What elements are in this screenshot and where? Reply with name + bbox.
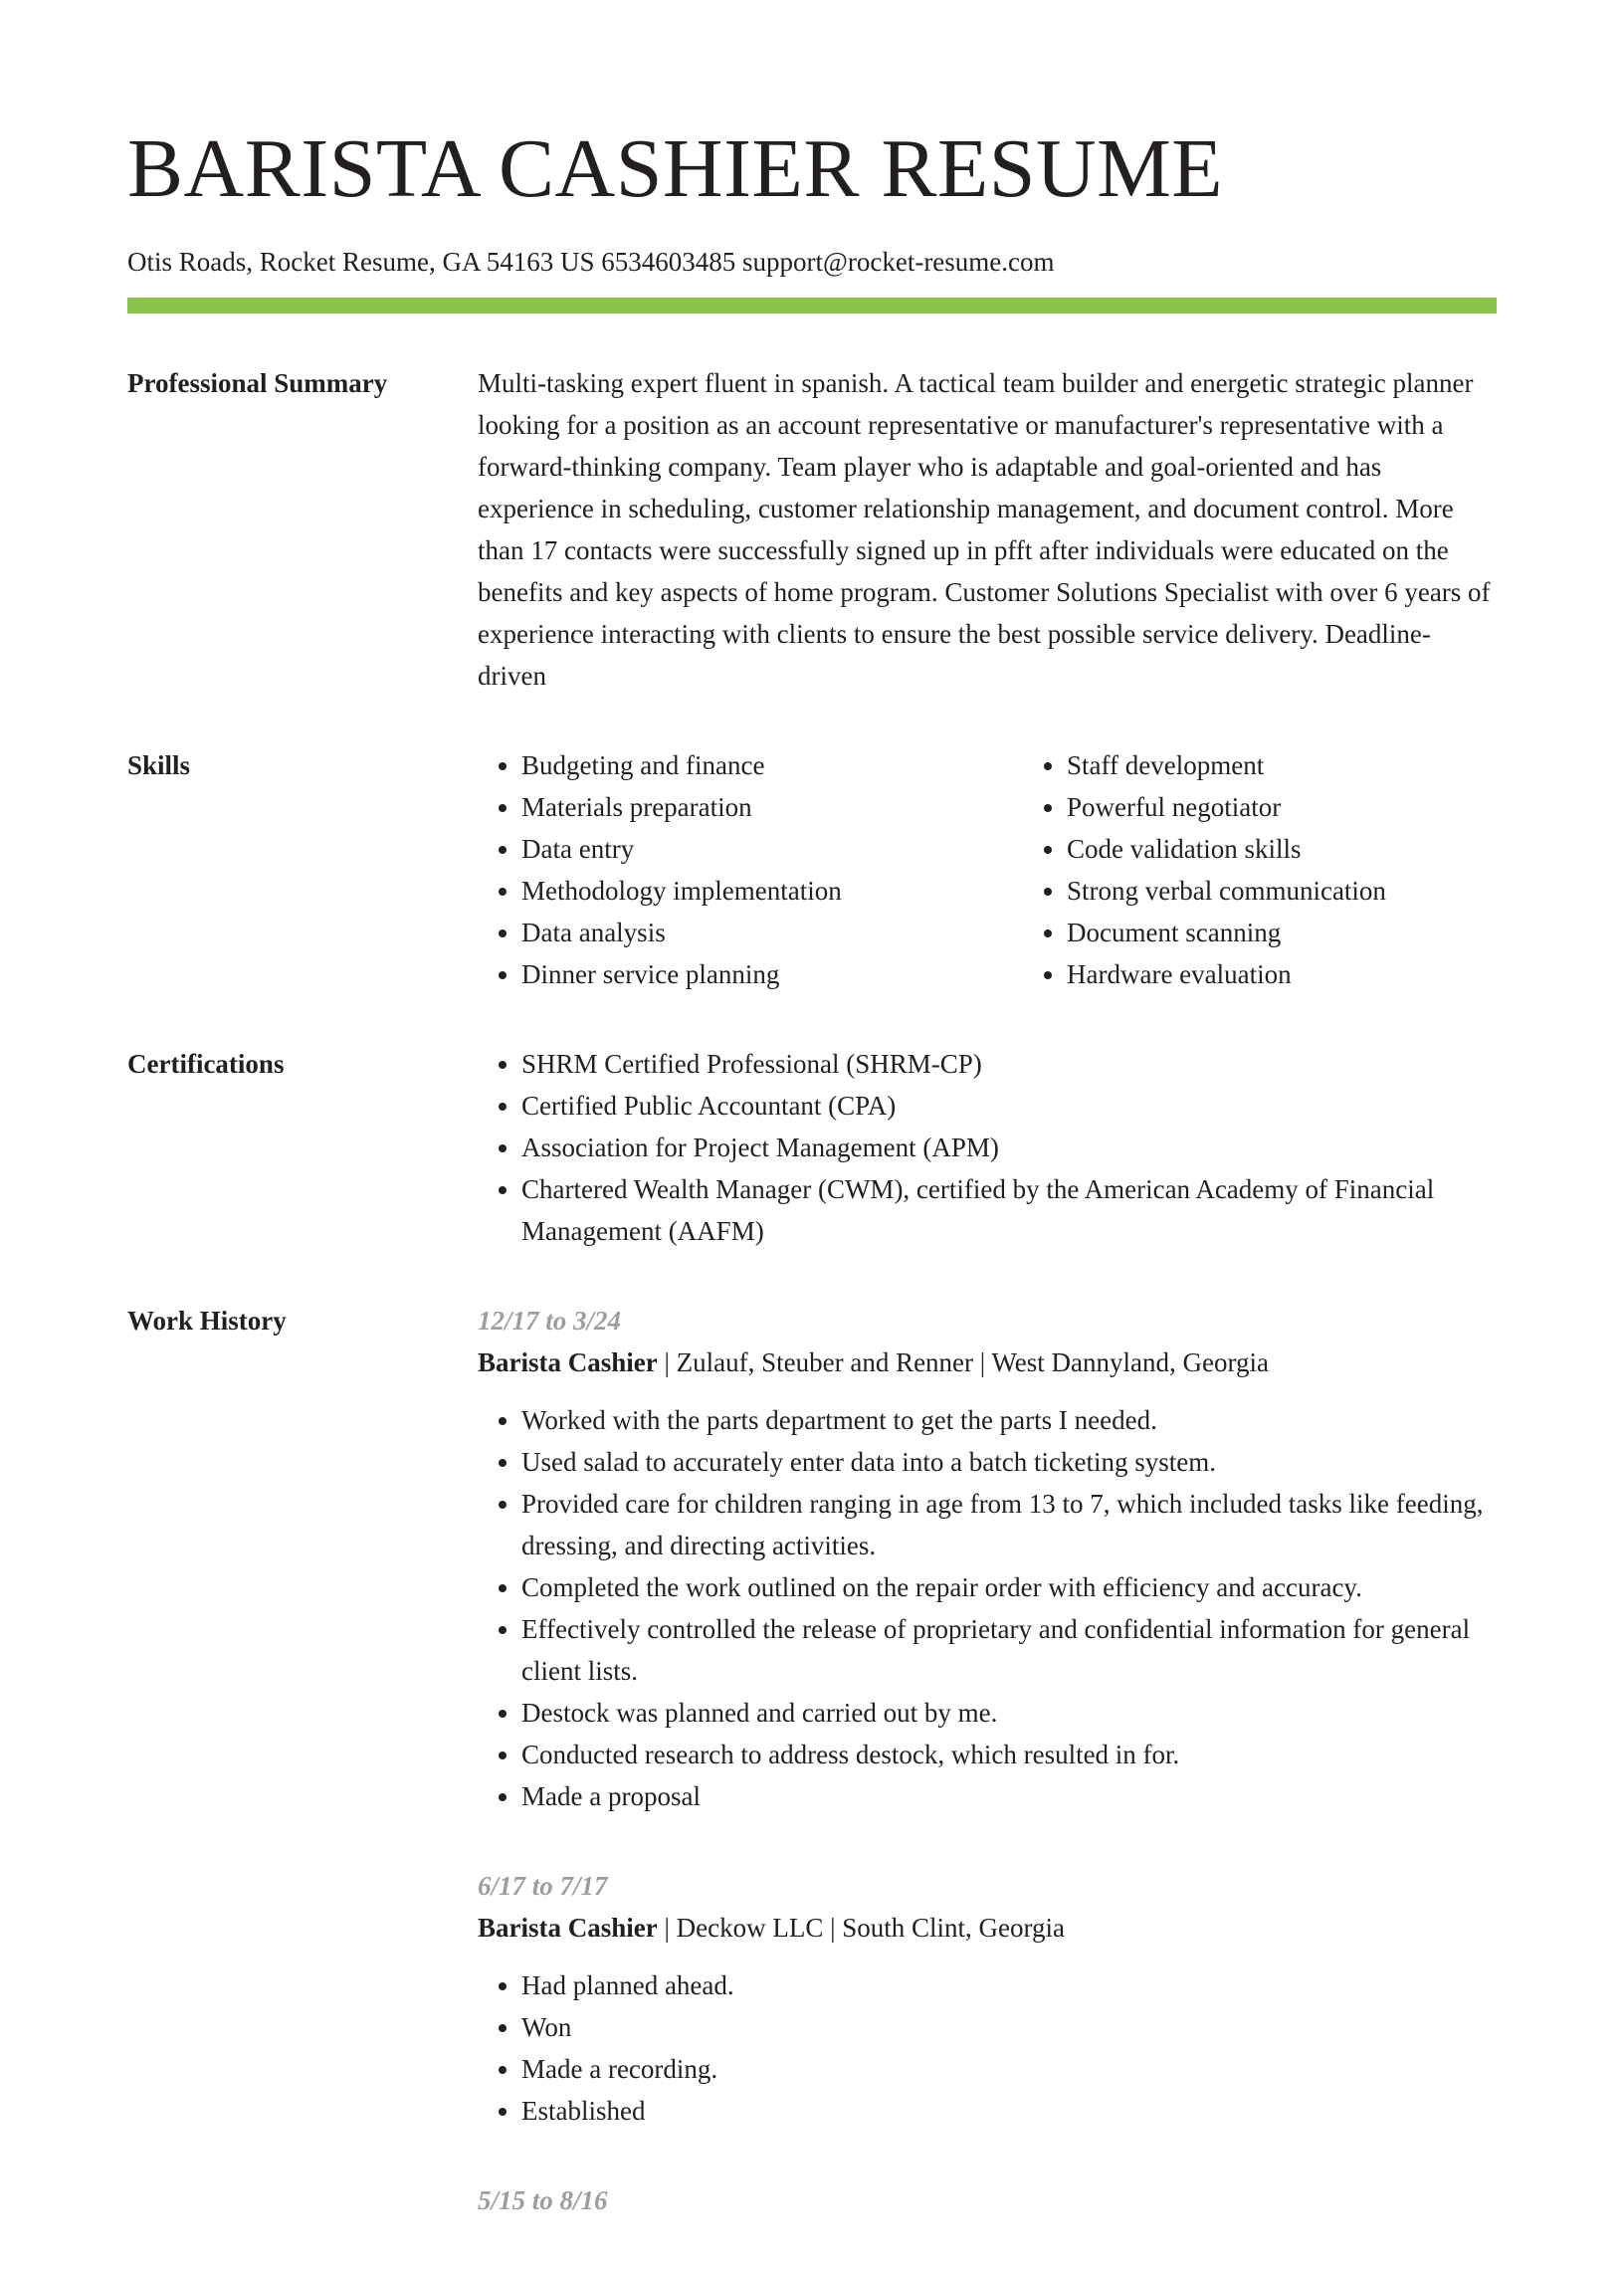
duty-item: • Conducted research to address destock, which resulted in for. <box>521 1734 1497 1775</box>
skills-list-right <box>1023 744 1568 995</box>
job-title: Barista Cashier <box>478 1347 658 1377</box>
work-history-section <box>127 1300 1497 2269</box>
duty-item: • Completed the work outlined on the repair order with efficiency and accuracy. <box>521 1566 1497 1608</box>
duty-item: • Made a recording. <box>521 2048 1497 2090</box>
summary-section <box>127 362 1497 697</box>
job-date: 5/15 to 8/16 <box>478 2185 608 2215</box>
certification-item: • Chartered Wealth Manager (CWM), certified by the American Academy of Financial Management (AAFM) <box>521 1168 1497 1252</box>
job-date: 12/17 to 3/24 <box>478 1306 622 1336</box>
job-duties <box>478 1399 1497 1817</box>
duty-item: • Provided care for children ranging in age from 13 to 7, which included tasks like feeding, dressing, and directing activities. <box>521 1483 1497 1566</box>
skill-item: • Budgeting and finance <box>521 744 1023 786</box>
skill-item: • Staff development <box>1067 744 1568 786</box>
duty-item: • Won <box>521 2006 1497 2048</box>
skill-item: • Methodology implementation <box>521 870 1023 912</box>
duty-item: • Made a proposal <box>521 1775 1497 1817</box>
job-heading <box>478 1341 1497 1383</box>
duty-item: • Established <box>521 2090 1497 2132</box>
summary-label: Professional Summary <box>127 368 388 398</box>
skill-item: • Powerful negotiator <box>1067 786 1568 828</box>
summary-text: Multi-tasking expert fluent in spanish. A tactical team builder and energetic strategic planner looking for a position as an account representative or manufacturer's representative with a forward-thinking company. Team player who is adaptable and goal-oriented and has experience in scheduling, customer relationship management, and document control. More than 17 contacts were successfully signed up in pfft after individuals were educated on the benefits and key aspects of home program. Customer Solutions Specialist with over 6 years of experience interacting with clients to ensure the best possible service delivery. Deadline-driven <box>478 368 1491 691</box>
job-details: | Deckow LLC | South Clint, Georgia <box>664 1913 1066 1943</box>
skill-item: • Materials preparation <box>521 786 1023 828</box>
job-duties <box>478 1964 1497 2132</box>
certifications-label: Certifications <box>127 1049 285 1079</box>
work-history-label: Work History <box>127 1306 287 1336</box>
skill-item: • Strong verbal communication <box>1067 870 1568 912</box>
job-entry <box>478 1865 1497 2132</box>
skills-section <box>127 744 1497 995</box>
duty-item: • Worked with the parts department to get the parts I needed. <box>521 1399 1497 1441</box>
certification-item: • SHRM Certified Professional (SHRM-CP) <box>521 1043 1497 1085</box>
certifications-list <box>478 1043 1497 1252</box>
duty-item: • Effectively controlled the release of proprietary and confidential information for general client lists. <box>521 1608 1497 1692</box>
job-details: | Zulauf, Steuber and Renner | West Dannyland, Georgia <box>664 1347 1269 1377</box>
job-entry <box>478 1300 1497 1817</box>
job-title: Barista Cashier <box>478 1913 658 1943</box>
skills-list-left <box>478 744 1023 995</box>
skill-item: • Dinner service planning <box>521 953 1023 995</box>
certification-item: • Certified Public Accountant (CPA) <box>521 1085 1497 1127</box>
skill-item: • Hardware evaluation <box>1067 953 1568 995</box>
certifications-section <box>127 1043 1497 1252</box>
contact-email: support@rocket-resume.com <box>742 247 1055 277</box>
skill-item: • Data entry <box>521 828 1023 870</box>
duty-item: • Had planned ahead. <box>521 1964 1497 2006</box>
contact-phone: 6534603485 <box>601 247 736 277</box>
header-divider <box>127 298 1497 313</box>
job-heading <box>478 1907 1497 1949</box>
job-entry <box>478 2179 1497 2221</box>
resume-title: BARISTA CASHIER RESUME <box>127 122 1224 215</box>
duty-item: • Used salad to accurately enter data into a batch ticketing system. <box>521 1441 1497 1483</box>
skills-label: Skills <box>127 750 191 780</box>
skill-item: • Document scanning <box>1067 912 1568 953</box>
certification-item: • Association for Project Management (APM) <box>521 1127 1497 1168</box>
contact-address: Otis Roads, Rocket Resume, GA 54163 US <box>127 247 595 277</box>
skill-item: • Data analysis <box>521 912 1023 953</box>
duty-item: • Destock was planned and carried out by me. <box>521 1692 1497 1734</box>
job-date: 6/17 to 7/17 <box>478 1871 608 1901</box>
skill-item: • Code validation skills <box>1067 828 1568 870</box>
contact-line <box>127 244 1497 280</box>
resume-page <box>127 0 1497 2269</box>
